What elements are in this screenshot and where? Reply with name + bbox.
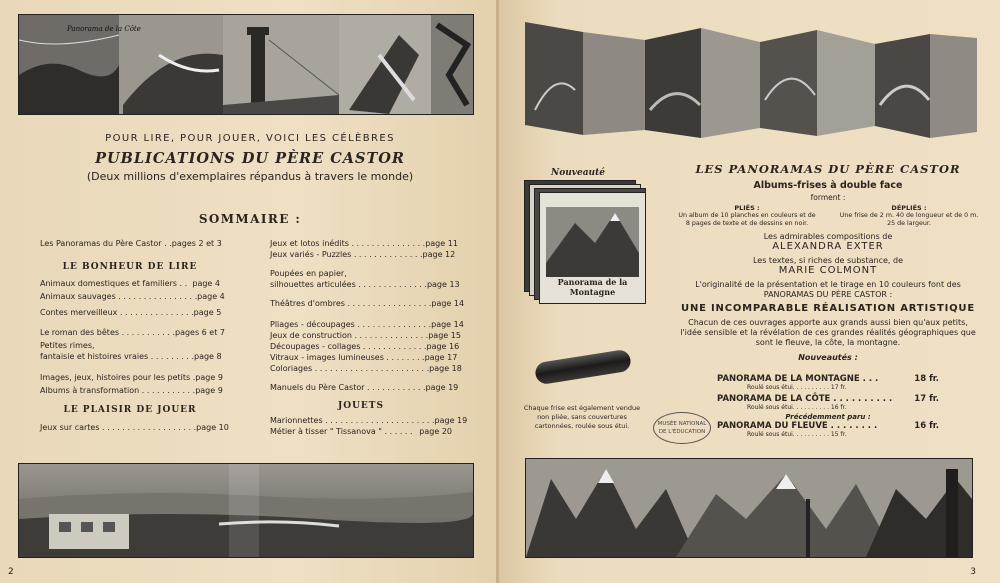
toc-page: page 17 xyxy=(424,353,458,362)
toc-group xyxy=(270,382,459,393)
toc-page: page 12 xyxy=(422,250,456,259)
toc-label: Jeux de construction . . . . . . . . . . . . . . . xyxy=(270,331,429,340)
toc-page: page 9 xyxy=(195,373,223,382)
deplies-block xyxy=(839,204,979,228)
toc-row[interactable] xyxy=(270,319,464,330)
sommaire-title: SOMMAIRE : xyxy=(198,212,302,226)
coast-panorama-strip xyxy=(18,14,474,115)
textes-line: Les textes, si riches de substance, de xyxy=(752,256,903,265)
toc-label: Jeux variés - Puzzles . . . . . . . . . . . . . . xyxy=(270,250,423,259)
toc-page: page 16 xyxy=(426,342,460,351)
toc-label: Manuels du Père Castor . . . . . . . . . . . . xyxy=(270,383,426,392)
toc-page: page 11 xyxy=(425,239,458,248)
product-fleuve xyxy=(717,421,939,438)
mountain-frieze-photo xyxy=(525,458,973,558)
product-cote xyxy=(717,394,939,411)
product-name: PANORAMA DU FLEUVE . . . . . . . . xyxy=(717,421,878,431)
toc-group xyxy=(40,278,225,318)
toc-page: page 19 xyxy=(434,416,468,425)
toc-row[interactable] xyxy=(40,278,220,289)
toc-row[interactable] xyxy=(40,422,229,433)
plies-text: Un album de 10 planches en couleurs et de 8 pages de texte et de dessins en noir. xyxy=(678,212,816,227)
toc-label: silhouettes articulées . . . . . . . . . . . . . . xyxy=(270,280,427,289)
toc-row[interactable] xyxy=(40,327,225,338)
toc-row[interactable] xyxy=(270,415,468,426)
river-panorama-photo xyxy=(18,463,474,558)
folded-frieze xyxy=(525,20,977,145)
toc-page: page 19 xyxy=(425,383,459,392)
panorama-ad-text xyxy=(677,162,979,362)
toc-page: page 5 xyxy=(193,308,222,317)
publications-subtitle: (Deux millions d'exemplaires répandus à travers le monde) xyxy=(86,170,414,183)
album-cover xyxy=(539,192,646,304)
toc-row[interactable] xyxy=(40,307,220,318)
compositions-line: Les admirables compositions de xyxy=(763,232,893,241)
plies-deplies xyxy=(677,204,979,228)
toc-label: Petites rimes, xyxy=(40,341,95,350)
mountain-frieze-illustration xyxy=(526,459,972,557)
album-cover-title: Panorama de la Montagne xyxy=(557,277,628,297)
toc-row[interactable] xyxy=(270,268,452,279)
toc-page: page 14 xyxy=(431,299,465,308)
toc-row[interactable] xyxy=(270,363,462,374)
coast-panorama-illustration xyxy=(19,15,473,114)
toc-row[interactable] xyxy=(270,341,460,352)
product-list xyxy=(717,374,939,438)
product-name: PANORAMA DE LA MONTAGNE . . . xyxy=(717,374,879,384)
nouveaute-label: Nouveauté xyxy=(551,168,605,178)
mountain-icon xyxy=(540,193,645,283)
forment-label: forment : xyxy=(810,193,846,202)
folded-frieze-illustration xyxy=(525,20,977,145)
river-panorama-illustration xyxy=(19,464,473,557)
stamp-line: DE L'ÉDUCATION xyxy=(658,429,706,435)
nouveautes-label: Nouveautés : xyxy=(798,353,858,362)
realisation-title: UNE INCOMPARABLE RÉALISATION ARTISTIQUE xyxy=(681,303,975,314)
toc-label: Jeux sur cartes . . . . . . . . . . . . . . . . . . . xyxy=(40,423,197,432)
toc-page: page 14 xyxy=(431,320,464,329)
toc-row[interactable] xyxy=(270,352,458,363)
section-plaisir-de-jouer: LE PLAISIR DE JOUER xyxy=(63,405,197,415)
toc-page: page 4 xyxy=(192,279,220,288)
toc-page: page 13 xyxy=(426,280,460,289)
publications-title: PUBLICATIONS DU PÈRE CASTOR xyxy=(95,150,405,167)
intro-block xyxy=(40,133,460,183)
plies-title: PLIÉS : xyxy=(734,204,760,212)
product-price: 16 fr. xyxy=(914,421,939,431)
toc-label: Vitraux - images lumineuses . . . . . . . . xyxy=(270,353,425,362)
toc-page: page 20 xyxy=(419,427,452,436)
page-number-right: 3 xyxy=(970,567,976,577)
toc-label: Métier à tisser " Tissanova " . . . . . . xyxy=(270,427,413,436)
toc-row[interactable] xyxy=(40,291,225,302)
toc-column-1 xyxy=(40,238,229,433)
chacun-text: Chacun de ces ouvrages apporte aux grands aussi bien qu'aux petits, l'idée sensible et la révélation de ces grandes réalités géographiques que sont le fleuve, la côte, la montagne. xyxy=(680,318,976,347)
artist-name: ALEXANDRA EXTER xyxy=(772,241,884,252)
toc-row[interactable] xyxy=(270,249,456,260)
frieze-caption: Chaque frise est également vendue non pliée, sans couvertures cartonnées, roulée sous étui. xyxy=(523,404,641,430)
museum-stamp xyxy=(653,412,711,444)
toc-label: Albums à transformation . . . . . . . . . . . xyxy=(40,386,196,395)
toc-page: pages 6 et 7 xyxy=(174,328,225,337)
left-page xyxy=(0,0,497,583)
deplies-title: DÉPLIÉS : xyxy=(891,204,927,212)
toc-page: page 15 xyxy=(428,331,461,340)
intro-line: POUR LIRE, POUR JOUER, VOICI LES CÉLÈBRES xyxy=(105,133,395,144)
toc-row[interactable] xyxy=(270,279,460,290)
product-name: PANORAMA DE LA CÔTE . . . . . . . . . . xyxy=(717,394,893,404)
toc-page: page 9 xyxy=(195,386,223,395)
product-note: Roulé sous étui. . . . . . . . . . 17 fr. xyxy=(747,384,847,391)
section-bonheur-de-lire: LE BONHEUR DE LIRE xyxy=(62,262,198,272)
stamp-line: MUSÉE NATIONAL xyxy=(657,421,707,427)
product-price: 17 fr. xyxy=(914,394,939,404)
toc-row[interactable] xyxy=(40,351,220,362)
toc-row[interactable] xyxy=(270,298,465,309)
toc-row[interactable] xyxy=(40,340,220,351)
product-montagne xyxy=(717,374,939,391)
toc-label: Contes merveilleux . . . . . . . . . . . . . . . xyxy=(40,308,194,317)
toc-label: Pliages - découpages . . . . . . . . . . . . . . . xyxy=(270,320,432,329)
toc-row[interactable] xyxy=(40,372,223,383)
toc-row[interactable] xyxy=(270,238,458,249)
toc-label: Coloriages . . . . . . . . . . . . . . . . . . . . . . . xyxy=(270,364,430,373)
deplies-text: Une frise de 2 m. 40 de longueur et de 0 m. 25 de largeur. xyxy=(839,212,979,227)
precedemment-label: Précédemment paru : xyxy=(785,413,871,421)
toc-label: Jeux et lotos inédits . . . . . . . . . . . . . . . xyxy=(270,239,426,248)
page-number-left: 2 xyxy=(8,567,14,577)
toc-page: pages 2 et 3 xyxy=(171,239,222,248)
toc-label: Animaux sauvages . . . . . . . . . . . . . . . . xyxy=(40,292,198,301)
right-page xyxy=(499,0,1000,583)
toc-row[interactable] xyxy=(40,238,220,249)
strip-caption: Panorama de la Côte xyxy=(67,25,141,33)
toc-page: page 4 xyxy=(197,292,225,301)
toc-label: Marionnettes . . . . . . . . . . . . . . . . . . . . . . xyxy=(270,416,435,425)
toc-label: Le roman des bêtes . . . . . . . . . . . xyxy=(40,328,175,337)
toc-label: Images, jeux, histoires pour les petits . xyxy=(40,373,196,382)
toc-page: page 8 xyxy=(193,352,222,361)
toc-row[interactable] xyxy=(270,426,452,437)
toc-row[interactable] xyxy=(270,382,459,393)
toc-row[interactable] xyxy=(270,330,461,341)
toc-column-2 xyxy=(270,238,468,437)
toc-label: Poupées en papier, xyxy=(270,269,347,278)
album-stack xyxy=(524,180,649,305)
product-note: Roulé sous étui. . . . . . . . . . 16 fr. xyxy=(747,404,847,411)
toc-page: page 18 xyxy=(429,364,462,373)
toc-page: page 10 xyxy=(196,423,229,432)
toc-label: fantaisie et histoires vraies . . . . . . . . . xyxy=(40,352,194,361)
toc-label: Les Panoramas du Père Castor . . xyxy=(40,239,172,248)
author-name: MARIE COLMONT xyxy=(778,265,878,276)
albums-subtitle: Albums-frises à double face xyxy=(753,180,903,191)
panoramas-title: LES PANORAMAS DU PÈRE CASTOR xyxy=(695,162,961,176)
toc-label: Animaux domestiques et familiers . . xyxy=(40,279,188,288)
toc-label: Théâtres d'ombres . . . . . . . . . . . . . . . . . xyxy=(270,299,432,308)
toc-group xyxy=(40,372,223,396)
toc-group xyxy=(270,319,464,374)
rolled-frieze-tube xyxy=(534,349,632,386)
toc-group xyxy=(270,268,460,290)
toc-group xyxy=(40,327,225,362)
plies-block xyxy=(677,204,817,228)
toc-group xyxy=(270,298,465,309)
product-note: Roulé sous étui. . . . . . . . . . 15 fr. xyxy=(747,431,847,438)
toc-label: Découpages - collages . . . . . . . . . . . . . xyxy=(270,342,427,351)
section-jouets: JOUETS xyxy=(337,401,384,411)
product-price: 18 fr. xyxy=(914,374,939,384)
originalite-text: L'originalité de la présentation et le tirage en 10 couleurs font des PANORAMAS DU PÈRE CASTOR : xyxy=(695,280,961,299)
toc-row[interactable] xyxy=(40,385,223,396)
